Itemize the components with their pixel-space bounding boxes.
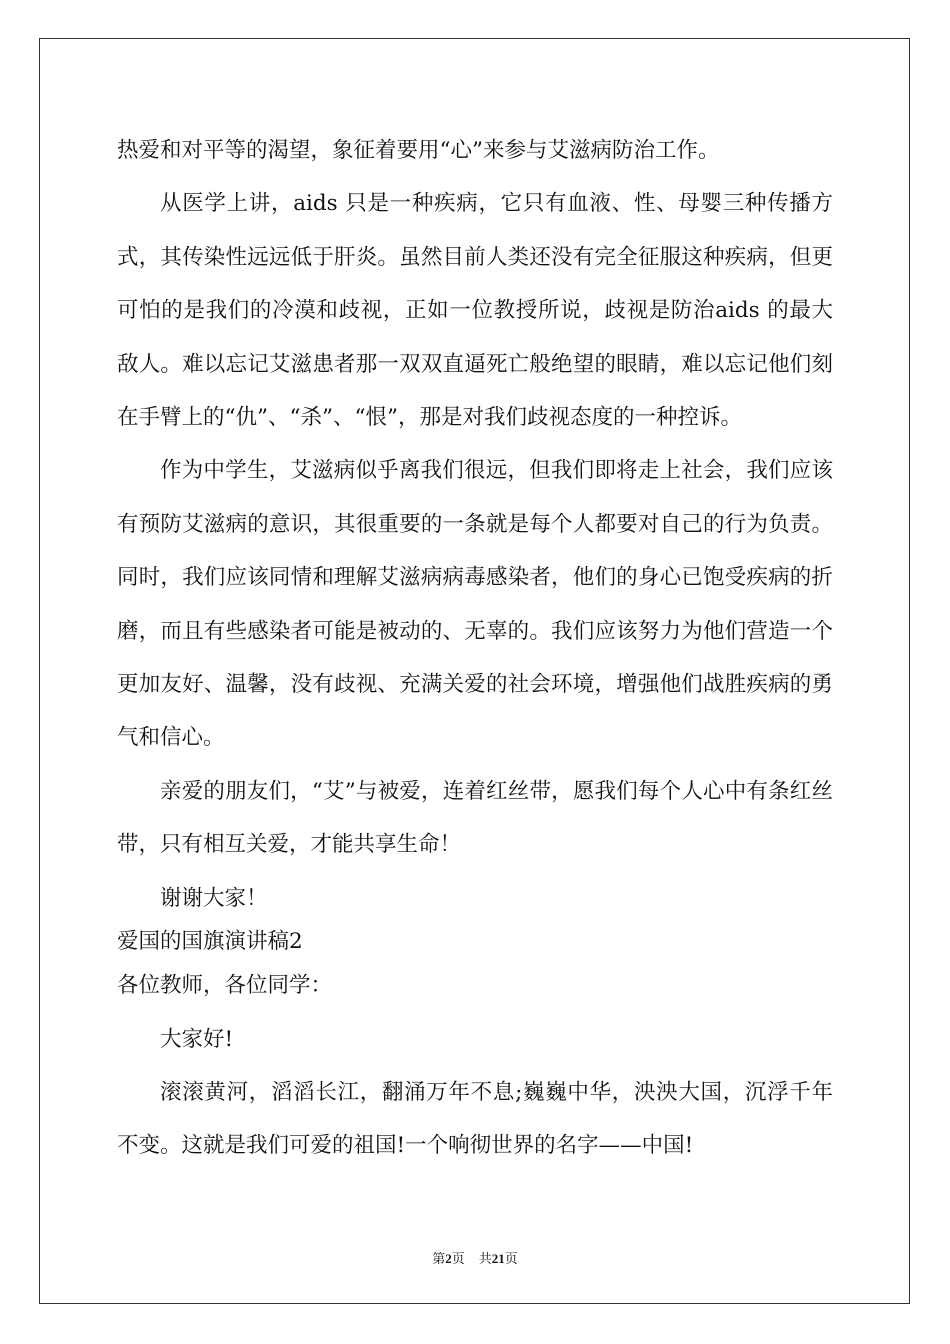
paragraph-continuation: 热爱和对平等的渴望，象征着要用“心”来参与艾滋病防治工作。 [117, 138, 720, 163]
salutation: 各位教师，各位同学： [117, 973, 333, 999]
paragraph-students: 作为中学生，艾滋病似乎离我们很远，但我们即将走上社会，我们应该有预防艾滋病的意识，其很重要的一条就是每个人都要对自己的行为负责。同时，我们应该同情和理解艾滋病病毒感染者，他们的身心已饱受疾病的折磨，而且有些感染者可能是被动的、无辜的。我们应该努力为他们营造一个更加友好、温馨，没有歧视、充满关爱的社会环境，增强他们战胜疾病的勇气和信心。 [117, 458, 833, 751]
total-prefix: 共 [478, 1251, 492, 1266]
total-pages: 21 [491, 1251, 505, 1266]
page-footer [0, 1248, 950, 1267]
total-suffix: 页 [504, 1251, 518, 1266]
document-body [117, 124, 833, 1173]
paragraph-motherland: 滚滚黄河，滔滔长江，翻涌万年不息;巍巍中华，泱泱大国，沉浮千年不变。这就是我们可爱的祖国!一个响彻世界的名字——中国! [117, 1079, 833, 1159]
page-suffix: 页 [451, 1251, 465, 1266]
section-title: 爱国的国旗演讲稿2 [117, 929, 303, 955]
page-prefix: 第 [432, 1251, 446, 1266]
page-number: 2 [445, 1251, 452, 1266]
paragraph-aids-medical: 从医学上讲，aids 只是一种疾病，它只有血液、性、母婴三种传播方式，其传染性远远低于肝炎。虽然目前人类还没有完全征服这种疾病，但更可怕的是我们的冷漠和歧视，正如一位教授所说，歧视是防治aids 的最大敌人。难以忘记艾滋患者那一双双直逼死亡般绝望的眼睛，难以忘记他们刻在手臂上的“仇”、“杀”、“恨”，那是对我们歧视态度的一种控诉。 [117, 191, 833, 431]
paragraph-red-ribbon: 亲爱的朋友们，“艾”与被爱，连着红丝带，愿我们每个人心中有条红丝带，只有相互关爱，才能共享生命！ [117, 778, 833, 858]
paragraph-thanks: 谢谢大家！ [160, 885, 268, 911]
greeting: 大家好! [160, 1026, 234, 1052]
